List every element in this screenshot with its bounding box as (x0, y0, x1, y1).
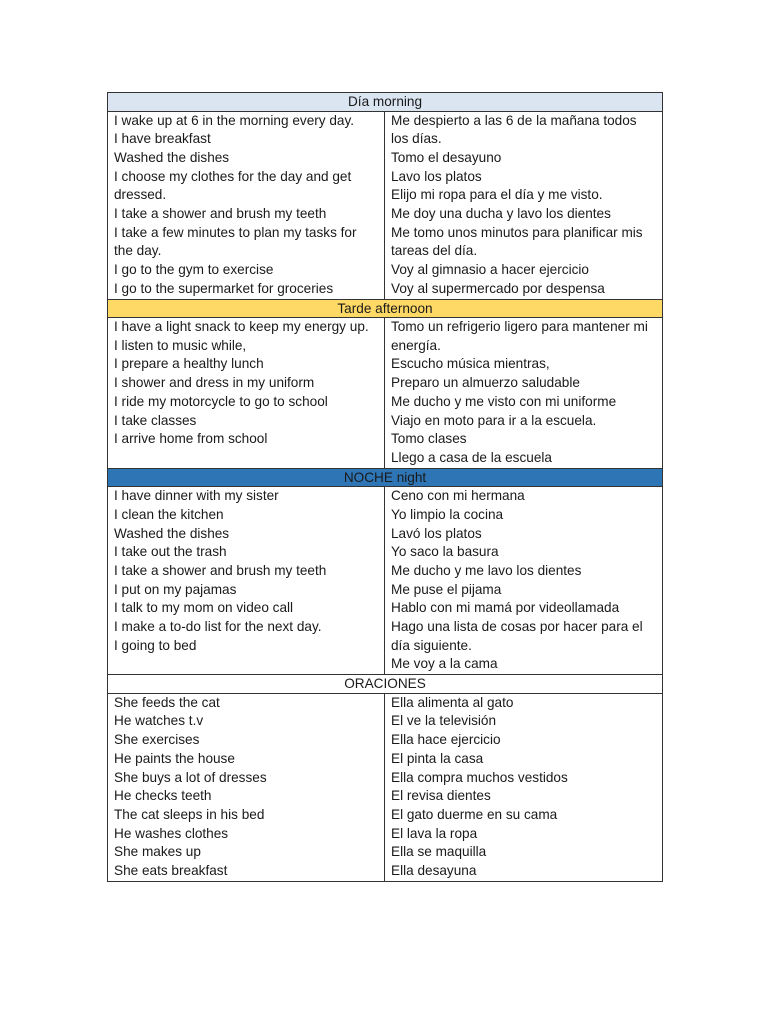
sentence-english: I arrive home from school (114, 431, 268, 447)
sentence-spanish: Elijo mi ropa para el día y me visto. (391, 187, 603, 203)
sentence-spanish: Me doy una ducha y lavo los dientes (391, 206, 611, 222)
english-column-afternoon (108, 318, 385, 469)
section-content-row (108, 318, 663, 469)
sentence-spanish: Me puse el pijama (391, 581, 502, 597)
sentence-spanish: Ella se maquilla (391, 844, 487, 860)
sentence-spanish: Me ducho y me visto con mi uniforme (391, 393, 617, 409)
sentence-english: I take a shower and brush my teeth (114, 562, 327, 578)
sentence-spanish: Hago una lista de cosas por hacer para el día siguiente. (391, 619, 643, 653)
sentence-english: I prepare a healthy lunch (114, 356, 264, 372)
sentence-spanish: Voy al supermercado por despensa (391, 280, 605, 296)
section-header-afternoon: Tarde afternoon (108, 299, 663, 318)
sentence-spanish: El ve la televisión (391, 713, 497, 729)
sentence-spanish: Tomo el desayuno (391, 149, 502, 165)
sentence-spanish: Viajo en moto para ir a la escuela. (391, 412, 597, 428)
sentence-english: I take classes (114, 412, 197, 428)
section-header-row (108, 675, 663, 694)
sentence-spanish: Escucho música mientras, (391, 356, 550, 372)
sentence-spanish: Voy al gimnasio a hacer ejercicio (391, 262, 589, 278)
table-body (108, 93, 663, 882)
sentence-spanish: Yo saco la basura (391, 544, 499, 560)
daily-routine-table (107, 92, 663, 882)
spanish-column-oraciones (385, 693, 663, 881)
sentence-english: I go to the supermarket for groceries (114, 280, 334, 296)
sentence-spanish: Lavó los platos (391, 525, 482, 541)
sentence-english: He paints the house (114, 750, 235, 766)
sentence-spanish: Me ducho y me lavo los dientes (391, 562, 582, 578)
sentence-spanish: El gato duerme en su cama (391, 806, 558, 822)
sentence-spanish: Me despierto a las 6 de la mañana todos los días. (391, 112, 637, 147)
sentence-spanish: Yo limpio la cocina (391, 506, 504, 522)
sentence-spanish: Lavo los platos (391, 168, 482, 184)
section-content-row (108, 693, 663, 881)
sentence-spanish: Preparo un almuerzo saludable (391, 375, 580, 391)
sentence-english: I talk to my mom on video call (114, 600, 294, 616)
sentence-english: I go to the gym to exercise (114, 262, 274, 278)
sentence-spanish: El revisa dientes (391, 788, 491, 804)
sentence-english: He checks teeth (114, 788, 212, 804)
sentence-english: I choose my clothes for the day and get dressed. (114, 168, 352, 203)
sentence-english: I have dinner with my sister (114, 488, 279, 504)
sentence-english: She buys a lot of dresses (114, 769, 267, 785)
sentence-spanish: Ella hace ejercicio (391, 732, 501, 748)
section-header-morning: Día morning (108, 93, 663, 112)
section-content-row (108, 111, 663, 299)
english-column-oraciones (108, 693, 385, 881)
sentence-english: I have a light snack to keep my energy up. (114, 319, 369, 335)
english-column-night (108, 487, 385, 675)
sentence-spanish: Ella compra muchos vestidos (391, 769, 568, 785)
section-content-row (108, 487, 663, 675)
sentence-english: I put on my pajamas (114, 581, 237, 597)
section-header-oraciones: ORACIONES (108, 675, 663, 694)
sentence-spanish: Tomo un refrigerio ligero para mantener mi energía. (391, 319, 648, 353)
sentence-spanish: Me tomo unos minutos para planificar mis tareas del día. (391, 224, 643, 259)
sentence-english: He watches t.v (114, 713, 204, 729)
sentence-english: I wake up at 6 in the morning every day. (114, 112, 355, 128)
sentence-spanish: El lava la ropa (391, 825, 478, 841)
sentence-english: He washes clothes (114, 825, 229, 841)
sentence-english: Washed the dishes (114, 149, 230, 165)
sentence-spanish: Tomo clases (391, 431, 467, 447)
sentence-english: She eats breakfast (114, 863, 228, 879)
sentence-english: I shower and dress in my uniform (114, 375, 315, 391)
sentence-english: I ride my motorcycle to go to school (114, 393, 328, 409)
spanish-column-afternoon (385, 318, 663, 469)
spanish-column-night (385, 487, 663, 675)
sentence-english: Washed the dishes (114, 525, 230, 541)
sentence-english: I listen to music while, (114, 337, 247, 353)
sentence-english: I take a shower and brush my teeth (114, 206, 327, 222)
sentence-spanish: El pinta la casa (391, 750, 484, 766)
section-header-row (108, 299, 663, 318)
sentence-english: I take out the trash (114, 544, 227, 560)
sentence-english: I clean the kitchen (114, 506, 224, 522)
sentence-spanish: Llego a casa de la escuela (391, 449, 552, 465)
sentence-spanish: Ella desayuna (391, 863, 477, 879)
sentence-english: She exercises (114, 732, 200, 748)
section-header-night: NOCHE night (108, 468, 663, 487)
section-header-row (108, 93, 663, 112)
sentence-spanish: Hablo con mi mamá por videollamada (391, 600, 620, 616)
sentence-english: I have breakfast (114, 131, 211, 147)
sentence-english: She feeds the cat (114, 694, 220, 710)
sentence-english: I going to bed (114, 637, 197, 653)
sentence-spanish: Ella alimenta al gato (391, 694, 514, 710)
english-column-morning (108, 111, 385, 299)
sentence-english: The cat sleeps in his bed (114, 806, 265, 822)
sentence-english: She makes up (114, 844, 201, 860)
sentence-spanish: Ceno con mi hermana (391, 488, 525, 504)
section-header-row (108, 468, 663, 487)
sentence-spanish: Me voy a la cama (391, 656, 498, 672)
spanish-column-morning (385, 111, 663, 299)
sentence-english: I take a few minutes to plan my tasks for the day. (114, 224, 357, 259)
sentence-english: I make a to-do list for the next day. (114, 619, 322, 635)
